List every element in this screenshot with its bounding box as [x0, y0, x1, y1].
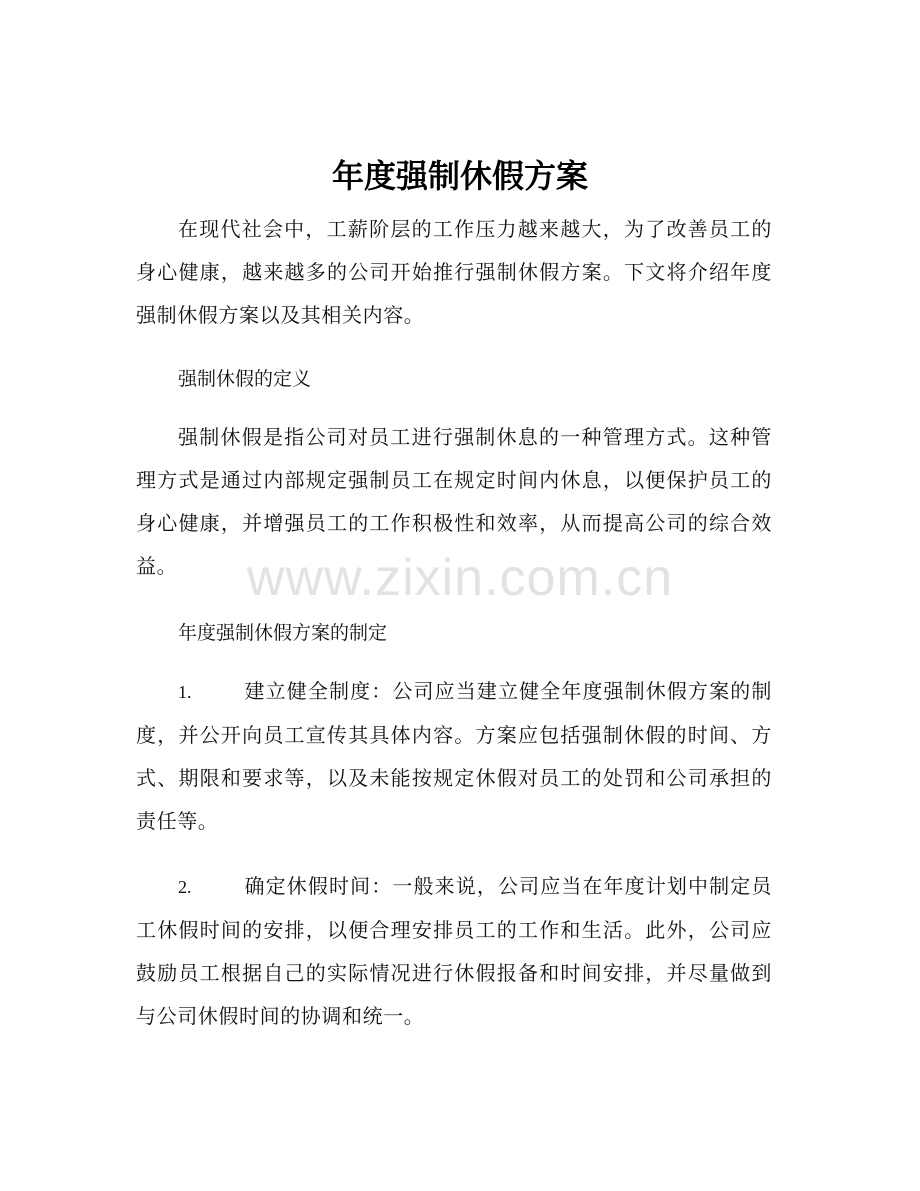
list-item-text: 建立健全制度：公司应当建立健全年度强制休假方案的制度，并公开向员工宣传其具体内容。方案应包括强制休假的时间、方式、期限和要求等，以及未能按规定休假对员工的处罚和公司承担的责任等。: [136, 679, 772, 833]
section-heading-formulation: 年度强制休假方案的制定: [178, 622, 388, 644]
list-item-number: 2.: [178, 877, 192, 897]
definition-paragraph: 强制休假是指公司对员工进行强制休息的一种管理方式。这种管理方式是通过内部规定强制员工在规定时间内休息，以便保护员工的身心健康，并增强员工的工作积极性和效率，从而提高公司的综合效益。: [136, 425, 772, 578]
watermark: www.zixin.com.cn: [246, 549, 674, 607]
list-item-number: 1.: [178, 682, 192, 702]
list-item-text: 确定休假时间：一般来说，公司应当在年度计划中制定员工休假时间的安排，以便合理安排员工的工作和生活。此外，公司应鼓励员工根据自己的实际情况进行休假报备和时间安排，并尽量做到与公司休假时间的协调和统一。: [136, 874, 772, 1028]
section-heading-definition: 强制休假的定义: [178, 368, 312, 390]
list-item: [136, 865, 772, 1038]
document-title: 年度强制休假方案: [331, 157, 588, 195]
intro-paragraph: 在现代社会中，工薪阶层的工作压力越来越大，为了改善员工的身心健康，越来越多的公司开始推行强制休假方案。下文将介绍年度强制休假方案以及其相关内容。: [136, 217, 772, 327]
list-item: [136, 670, 772, 843]
